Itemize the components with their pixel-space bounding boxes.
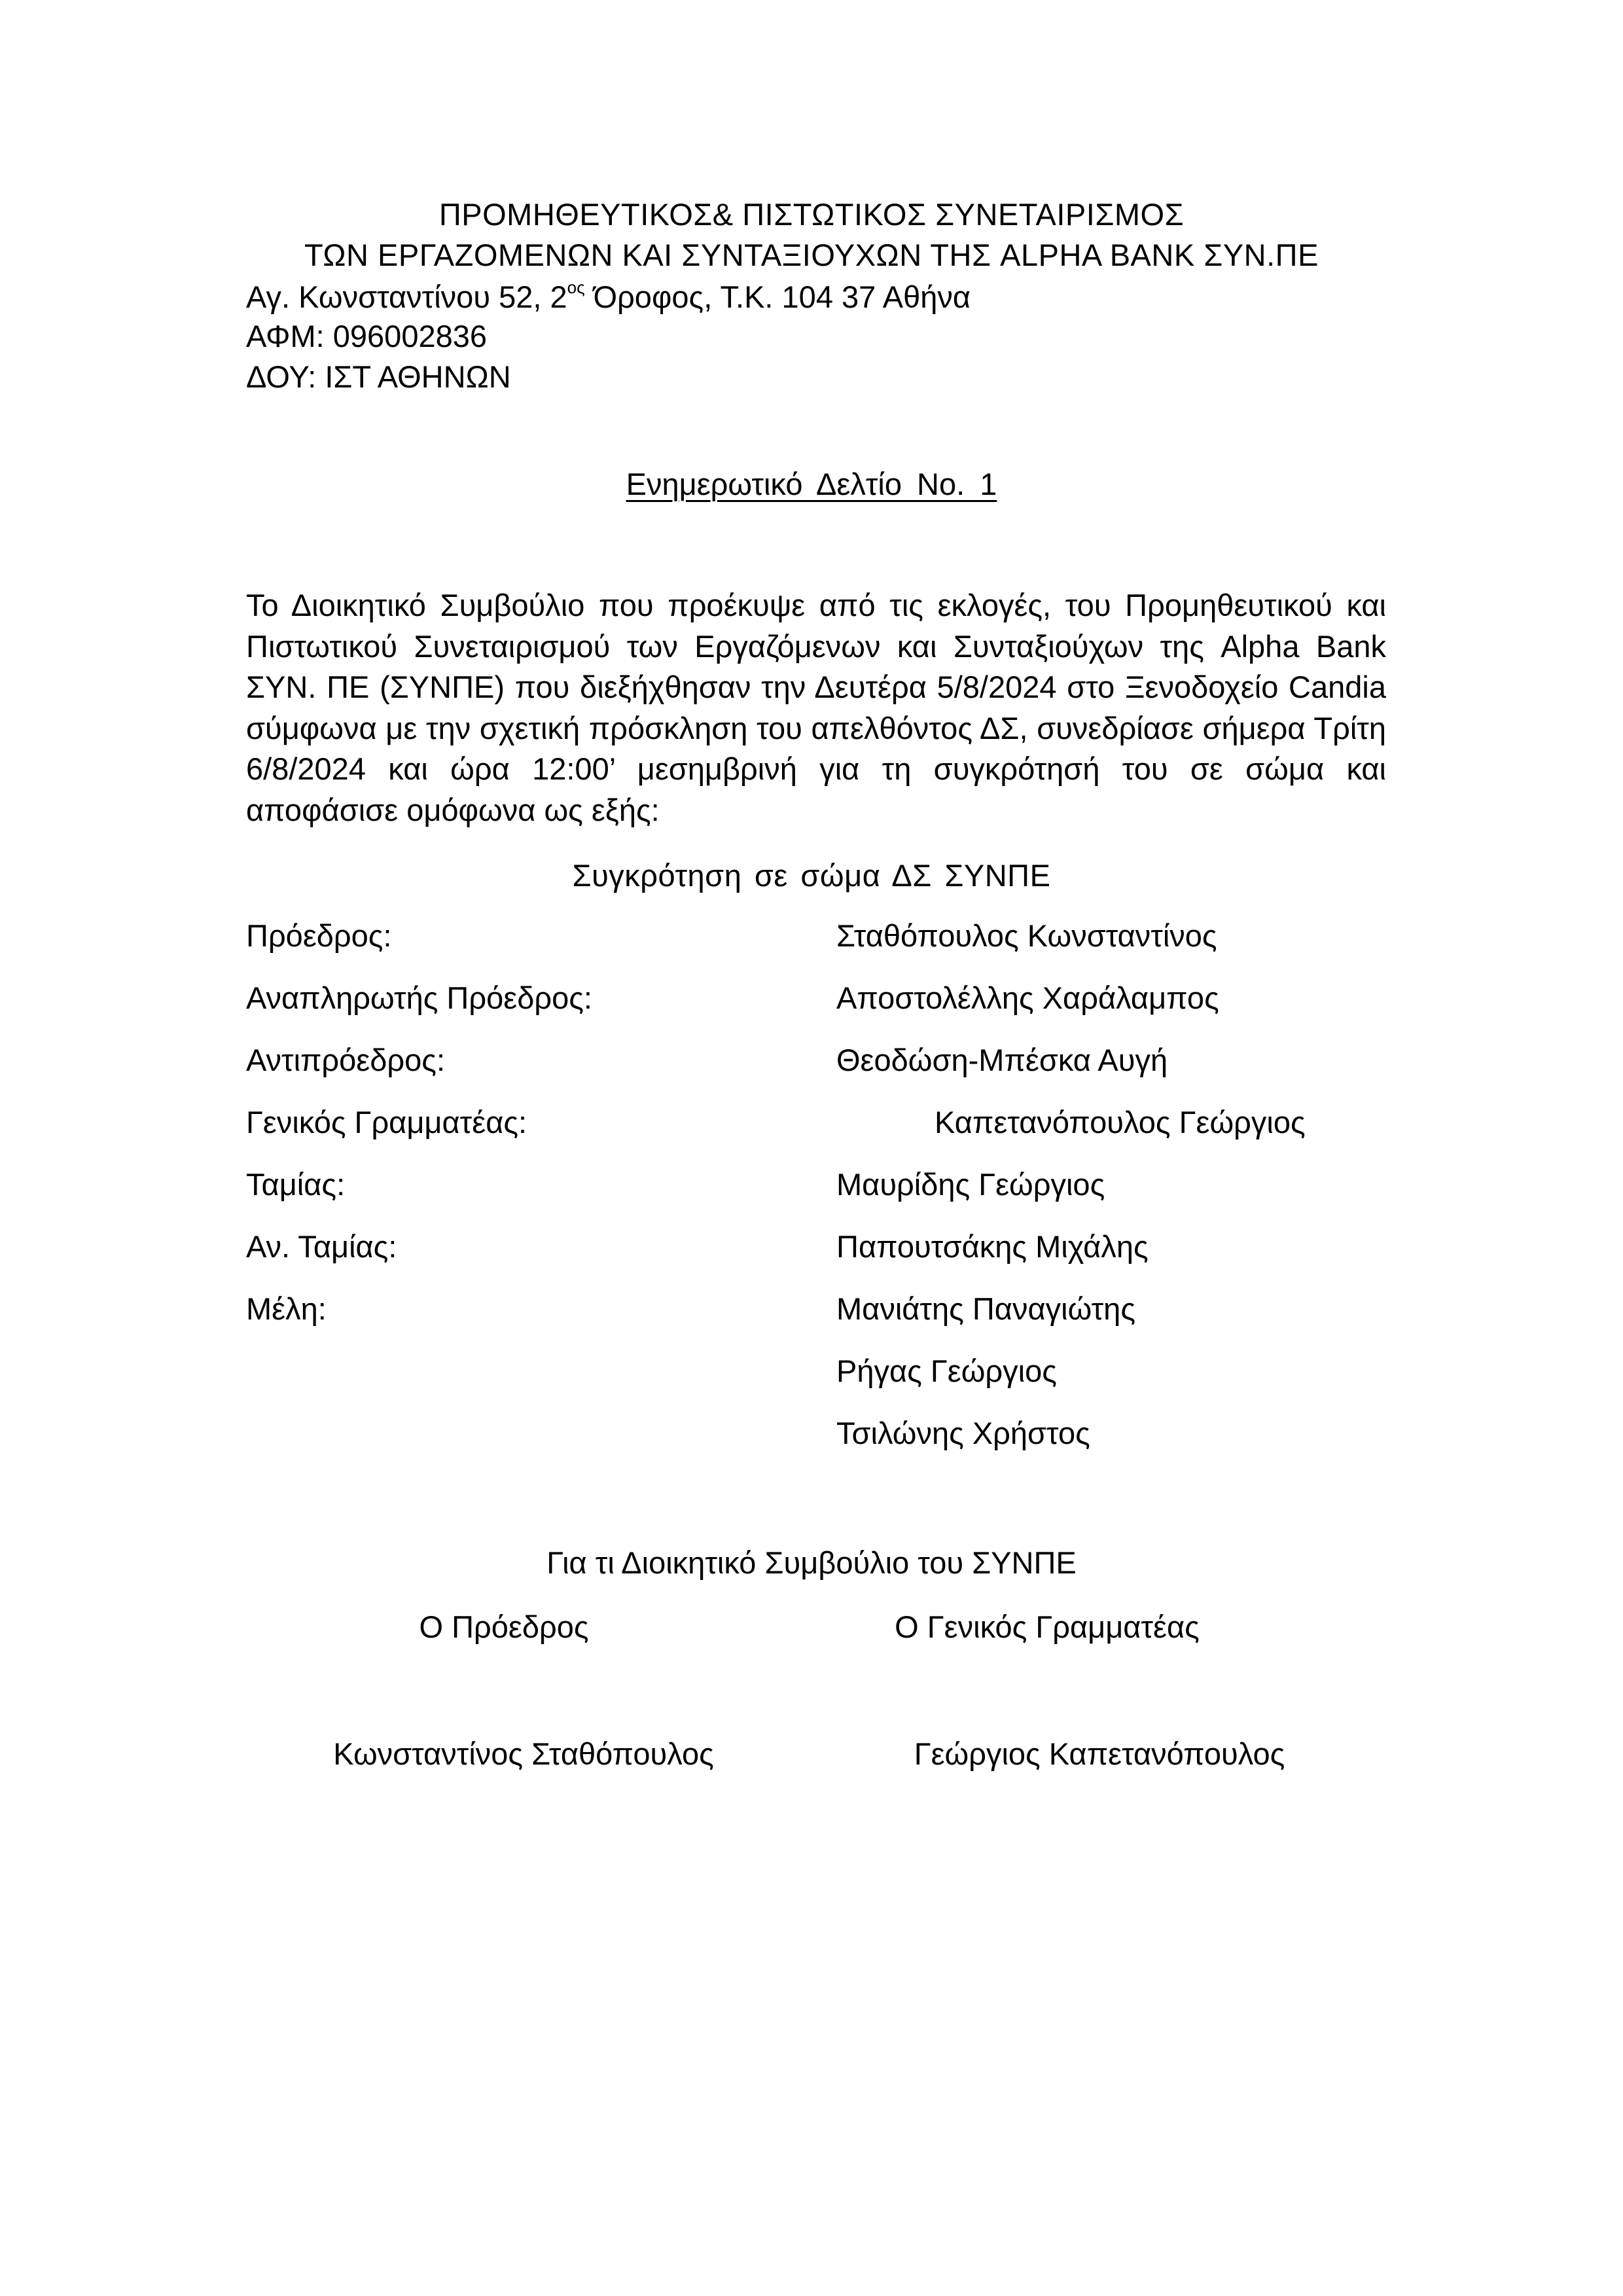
board-member-name: Καπετανόπουλος Γεώργιος (935, 1105, 1306, 1139)
body-paragraph: Το Διοικητικό Συμβούλιο που προέκυψε από τις εκλογές, του Προμηθευτικού και Πιστωτικού Συνεταιρισμού των Εργαζόμενων και Συνταξιούχων της Alpha Bank ΣΥΝ. ΠΕ (ΣΥΝΠΕ) που διεξήχθησαν την Δευτέρα 5/8/2024 στο Ξενοδοχείο Candia σύμφωνα με την σχετική πρόσκληση του απελθόντος ΔΣ, συνεδρίασε σήμερα Τρίτη 6/8/2024 και ώρα 12:00’ μεσημβρινή για τη συγκρότησή του σε σώμα και αποφάσισε ομόφωνα ως εξής: (246, 588, 1386, 827)
signature-right-name: Γεώργιος Καπετανόπουλος (914, 1736, 1285, 1771)
board-member-name: Αποστολέλλης Χαράλαμπος (836, 980, 1219, 1015)
section-heading: Συγκρότηση σε σώμα ΔΣ ΣΥΝΠΕ (572, 858, 1051, 893)
signature-right-title: Ο Γενικός Γραμματέας (895, 1609, 1200, 1644)
bulletin-title (0, 466, 1623, 502)
board-role: Αν. Ταμίας: (246, 1229, 397, 1264)
address-superscript: ος (567, 278, 585, 297)
signature-on-behalf: Για τι Διοικητικό Συμβούλιο του ΣΥΝΠΕ (546, 1545, 1077, 1580)
board-role: Μέλη: (246, 1291, 327, 1326)
signature-left-name: Κωνσταντίνος Σταθόπουλος (333, 1736, 714, 1771)
org-afm: ΑΦΜ: 096002836 (246, 319, 488, 353)
address-prefix: Αγ. Κωνσταντίνου 52, 2 (246, 279, 567, 314)
board-role: Ταμίας: (246, 1167, 346, 1202)
board-role: Αντιπρόεδρος: (246, 1043, 446, 1077)
org-name-line1: ΠΡΟΜΗΘΕΥΤΙΚΟΣ& ΠΙΣΤΩΤΙΚΟΣ ΣΥΝΕΤΑΙΡΙΣΜΟΣ (438, 197, 1185, 232)
board-role: Πρόεδρος: (246, 918, 392, 953)
board-member-name: Τσιλώνης Χρήστος (836, 1416, 1090, 1450)
org-name-line2: ΤΩΝ ΕΡΓΑΖΟΜΕΝΩΝ ΚΑΙ ΣΥΝΤΑΞΙΟΥΧΩΝ ΤΗΣ ALPHA BANK ΣΥΝ.ΠΕ (304, 238, 1319, 272)
board-member-name: Παπουτσάκης Μιχάλης (836, 1229, 1149, 1264)
address-suffix: Όροφος, Τ.Κ. 104 37 Αθήνα (584, 279, 971, 314)
board-role: Γενικός Γραμματέας: (246, 1105, 527, 1139)
board-member-name: Μαυρίδης Γεώργιος (836, 1167, 1105, 1202)
board-member-name: Θεοδώση-Μπέσκα Αυγή (836, 1043, 1168, 1077)
board-member-name: Ρήγας Γεώργιος (836, 1354, 1057, 1388)
board-member-name: Σταθόπουλος Κωνσταντίνος (836, 918, 1217, 953)
signature-left-title: Ο Πρόεδρος (419, 1609, 589, 1644)
bulletin-title-text: Ενημερωτικό Δελτίο Νο. 1 (626, 467, 997, 501)
board-role: Αναπληρωτής Πρόεδρος: (246, 980, 592, 1015)
org-doy: ΔΟΥ: ΙΣΤ ΑΘΗΝΩΝ (246, 359, 511, 394)
org-address (246, 278, 971, 315)
board-member-name: Μανιάτης Παναγιώτης (836, 1291, 1135, 1326)
